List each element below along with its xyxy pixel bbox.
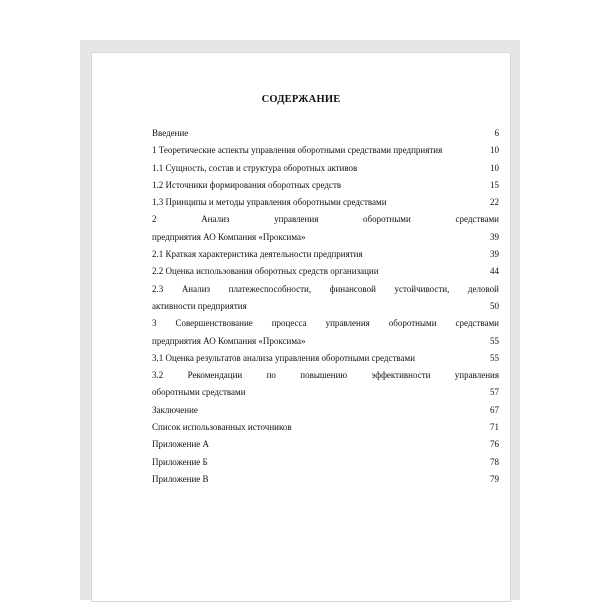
toc-entry-text: Приложение А [152,439,210,450]
toc-entry-text-line2: оборотными средствами [152,387,246,398]
toc-entry-text: 1 Теоретические аспекты управления оборотными средствами предприятия [152,145,443,156]
toc-entry-text: 1.2 Источники формирования оборотных средств [152,179,342,190]
toc-entry [152,367,499,402]
toc-entry [152,160,499,177]
toc-entry [152,142,499,159]
toc-entry-text-line2: предприятия АО Компания «Проксима» [152,335,306,346]
toc-entry-text-line1: 3 Совершенствование процесса управления оборотными средствами [152,318,499,329]
toc-entry-page: 10 [490,145,499,156]
toc-entry [152,454,499,471]
toc-entry-text: 2.1 Краткая характеристика деятельности предприятия [152,249,363,260]
toc-entry [152,436,499,453]
toc-entry-text-line1: 2.3 Анализ платежеспособности, финансовой устойчивости, деловой [152,283,499,294]
toc-entry-page: 79 [490,473,499,484]
toc-entry [152,315,499,350]
toc-entry-page: 55 [490,352,499,363]
toc-entry [152,471,499,488]
toc-entry [152,211,499,246]
table-of-contents [152,125,499,488]
toc-entry-page: 15 [490,179,499,190]
toc-entry-text: 1.1 Сущность, состав и структура оборотных активов [152,162,358,173]
toc-entry-text: Приложение Б [152,456,208,467]
toc-entry-page: 44 [490,266,499,277]
toc-entry-page: 71 [490,422,499,433]
toc-entry-text: Введение [152,128,189,138]
toc-entry-page: 50 [490,300,499,311]
toc-entry-text-line1: 3.2 Рекомендации по повышению эффективности управления [152,370,499,381]
toc-entry-text: Приложение В [152,473,209,484]
toc-entry [152,263,499,280]
toc-entry-page: 57 [490,387,499,398]
toc-entry-text-line2: предприятия АО Компания «Проксима» [152,231,306,242]
toc-entry-page: 76 [490,439,499,450]
toc-entry [152,177,499,194]
toc-entry-page: 55 [490,335,499,346]
toc-entry-page: 6 [494,128,499,138]
toc-entry-text: Список использованных источников [152,422,292,433]
document-page [91,52,511,602]
toc-entry [152,419,499,436]
toc-entry-page: 10 [490,162,499,173]
toc-entry-text: 2.2 Оценка использования оборотных средств организации [152,266,379,277]
toc-entry [152,350,499,367]
toc-entry-text-line2: активности предприятия [152,300,247,311]
toc-entry-text: 3.1 Оценка результатов анализа управления оборотными средствами [152,352,416,363]
toc-entry-text-line1: 2 Анализ управления оборотными средствами [152,214,499,225]
toc-entry-page: 39 [490,231,499,242]
toc-entry [152,281,499,316]
toc-entry [152,246,499,263]
toc-entry [152,402,499,419]
toc-entry-page: 22 [490,197,499,208]
toc-entry-page: 78 [490,456,499,467]
toc-entry [152,194,499,211]
toc-entry-page: 67 [490,404,499,415]
page-title: СОДЕРЖАНИЕ [261,94,341,105]
toc-entry-page: 39 [490,249,499,260]
toc-entry-text: 1.3 Принципы и методы управления оборотными средствами [152,197,387,208]
toc-entry [152,125,499,142]
toc-entry-text: Заключение [152,404,198,415]
